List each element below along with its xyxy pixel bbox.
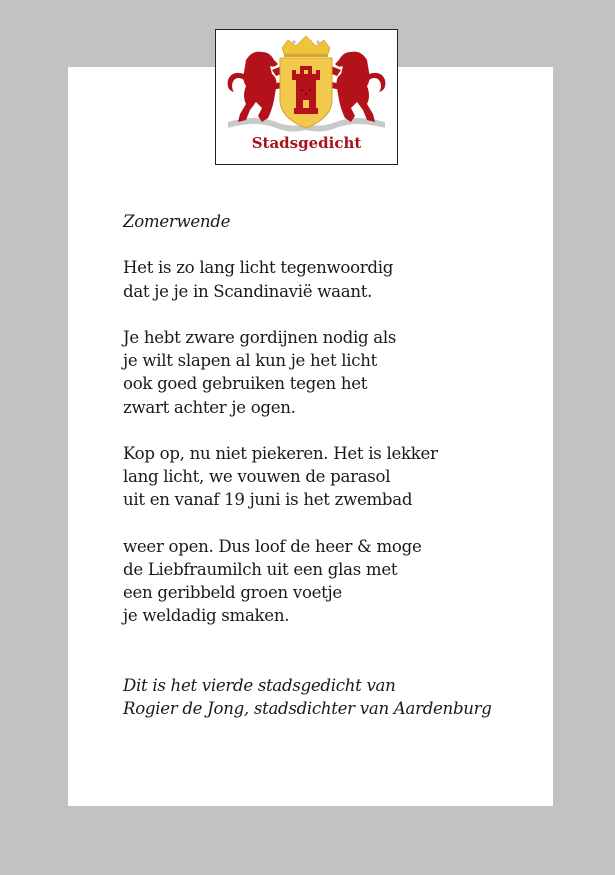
poem-line: de Liebfraumilch uit een glas met [123,559,398,579]
stadsgedicht-logo [215,29,398,165]
credit-line: Dit is het vierde stadsgedicht van [123,675,396,695]
poem-line: lang licht, we vouwen de parasol [123,467,391,487]
stanza [123,326,543,419]
poem-line: uit en vanaf 19 juni is het zwembad [123,490,413,510]
stanza [123,442,543,512]
right-lion-icon [327,52,385,122]
poem-line: ook goed gebruiken tegen het [123,374,368,394]
poem-line: dat je je in Scandinavië waant. [123,281,373,301]
stanza [123,256,543,302]
poem-line: een geribbeld groen voetje [123,583,342,602]
crown-icon [282,36,330,57]
stanza [123,535,543,628]
poem-line: Kop op, nu niet piekeren. Het is lekker [123,443,438,463]
poem-line: je wilt slapen al kun je het licht [123,351,378,371]
poem-line: je weldadig smaken. [123,606,290,626]
poem-title: Zomerwende [123,212,231,231]
left-lion-icon [228,52,286,122]
credit-line: Rogier de Jong, stadsdichter van Aardenburg [123,698,492,718]
poem-line: Je hebt zware gordijnen nodig als [123,327,397,347]
poem-line: Het is zo lang licht tegenwoordig [123,258,394,278]
poem-credits [123,674,543,720]
poem-line: weer open. Dus loof de heer & moge [123,536,422,556]
poem-line: zwart achter je ogen. [123,397,296,417]
poem [123,210,543,720]
logo-label: Stadsgedicht [251,134,362,152]
